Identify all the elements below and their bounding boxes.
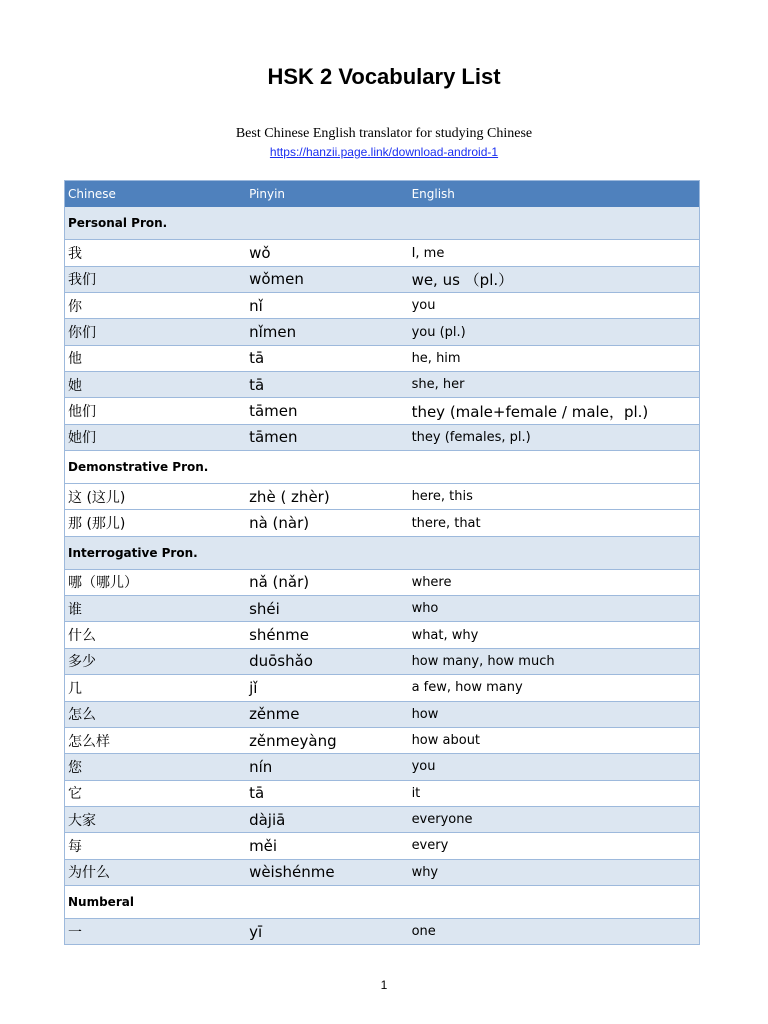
cell-pinyin: zěnme [246, 701, 409, 727]
cell-pinyin: wèishénme [246, 859, 409, 885]
cell-pinyin: jǐ [246, 675, 409, 701]
cell-chinese: 为什么 [65, 859, 247, 885]
section-row [65, 207, 700, 240]
cell-pinyin: nǐ [246, 293, 409, 319]
cell-english: I, me [409, 240, 700, 266]
cell-chinese: 谁 [65, 596, 247, 622]
column-header-chinese: Chinese [68, 186, 116, 201]
cell-pinyin: nà (nàr) [246, 510, 409, 536]
table-row [65, 398, 700, 424]
cell-english: it [409, 780, 700, 806]
table-row [65, 424, 700, 450]
cell-english: there, that [409, 510, 700, 536]
cell-english: what, why [409, 622, 700, 648]
cell-pinyin: tā [246, 345, 409, 371]
cell-pinyin: zhè ( zhèr) [246, 484, 409, 510]
table-row [65, 569, 700, 595]
cell-english: everyone [409, 806, 700, 832]
cell-chinese: 您 [65, 754, 247, 780]
cell-chinese: 他们 [65, 398, 247, 424]
cell-chinese: 什么 [65, 622, 247, 648]
cell-pinyin: tā [246, 372, 409, 398]
cell-chinese: 怎么 [65, 701, 247, 727]
table-row [65, 780, 700, 806]
cell-chinese: 他 [65, 345, 247, 371]
table-row [65, 266, 700, 292]
table-row [65, 859, 700, 885]
table-row [65, 510, 700, 536]
cell-chinese: 她们 [65, 424, 247, 450]
document-title: HSK 2 Vocabulary List [267, 64, 501, 89]
cell-chinese: 它 [65, 780, 247, 806]
table-row [65, 806, 700, 832]
table-row [65, 596, 700, 622]
download-link-line [0, 145, 768, 159]
table-row [65, 372, 700, 398]
cell-chinese: 几 [65, 675, 247, 701]
cell-pinyin: nǎ (nǎr) [246, 569, 409, 595]
cell-pinyin: zěnmeyàng [246, 727, 409, 753]
cell-english: how about [409, 727, 700, 753]
cell-chinese: 多少 [65, 648, 247, 674]
cell-pinyin: dàjiā [246, 806, 409, 832]
cell-pinyin: nín [246, 754, 409, 780]
table-row [65, 345, 700, 371]
table-row [65, 240, 700, 266]
table-row [65, 727, 700, 753]
cell-english: every [409, 833, 700, 859]
page-number: 1 [380, 978, 388, 992]
cell-english: how [409, 701, 700, 727]
column-header-pinyin: Pinyin [249, 186, 286, 201]
section-row [65, 451, 700, 484]
section-label: Demonstrative Pron. [65, 451, 700, 484]
section-row [65, 536, 700, 569]
cell-english: who [409, 596, 700, 622]
section-row [65, 885, 700, 918]
cell-pinyin: tāmen [246, 398, 409, 424]
cell-english: we, us （pl.） [409, 266, 700, 292]
cell-pinyin: měi [246, 833, 409, 859]
cell-pinyin: duōshǎo [246, 648, 409, 674]
cell-pinyin: yī [246, 918, 409, 944]
cell-chinese: 你们 [65, 319, 247, 345]
cell-english: a few, how many [409, 675, 700, 701]
cell-pinyin: wǒmen [246, 266, 409, 292]
download-link[interactable]: https://hanzii.page.link/download-android-1 [269, 145, 499, 159]
cell-english: you [409, 293, 700, 319]
cell-english: you (pl.) [409, 319, 700, 345]
table-row [65, 648, 700, 674]
column-header-english: English [411, 186, 455, 201]
cell-pinyin: shéi [246, 596, 409, 622]
cell-english: you [409, 754, 700, 780]
cell-english: how many, how much [409, 648, 700, 674]
cell-chinese: 大家 [65, 806, 247, 832]
table-row [65, 833, 700, 859]
table-header-row [65, 181, 700, 207]
table-row [65, 701, 700, 727]
table-row [65, 293, 700, 319]
cell-chinese: 怎么样 [65, 727, 247, 753]
cell-chinese: 哪（哪儿） [65, 569, 247, 595]
cell-english: he, him [409, 345, 700, 371]
table-row [65, 918, 700, 944]
cell-pinyin: shénme [246, 622, 409, 648]
cell-pinyin: tāmen [246, 424, 409, 450]
cell-english: here, this [409, 484, 700, 510]
cell-chinese: 我 [65, 240, 247, 266]
section-label: Personal Pron. [65, 207, 700, 240]
table-row [65, 484, 700, 510]
section-label: Interrogative Pron. [65, 536, 700, 569]
cell-chinese: 你 [65, 293, 247, 319]
cell-english: she, her [409, 372, 700, 398]
cell-english: they (females, pl.) [409, 424, 700, 450]
cell-english: one [409, 918, 700, 944]
cell-english: why [409, 859, 700, 885]
cell-english: they (male+female / male，pl.) [409, 398, 700, 424]
cell-pinyin: tā [246, 780, 409, 806]
cell-chinese: 我们 [65, 266, 247, 292]
table-row [65, 754, 700, 780]
cell-chinese: 那 (那儿) [65, 510, 247, 536]
table-row [65, 622, 700, 648]
cell-chinese: 这 (这儿) [65, 484, 247, 510]
vocabulary-table [64, 180, 700, 945]
cell-chinese: 她 [65, 372, 247, 398]
cell-pinyin: nǐmen [246, 319, 409, 345]
section-label: Numberal [65, 885, 700, 918]
table-row [65, 675, 700, 701]
cell-chinese: 一 [65, 918, 247, 944]
subtitle: Best Chinese English translator for studying Chinese [235, 126, 533, 141]
cell-chinese: 每 [65, 833, 247, 859]
cell-english: where [409, 569, 700, 595]
table-row [65, 319, 700, 345]
cell-pinyin: wǒ [246, 240, 409, 266]
